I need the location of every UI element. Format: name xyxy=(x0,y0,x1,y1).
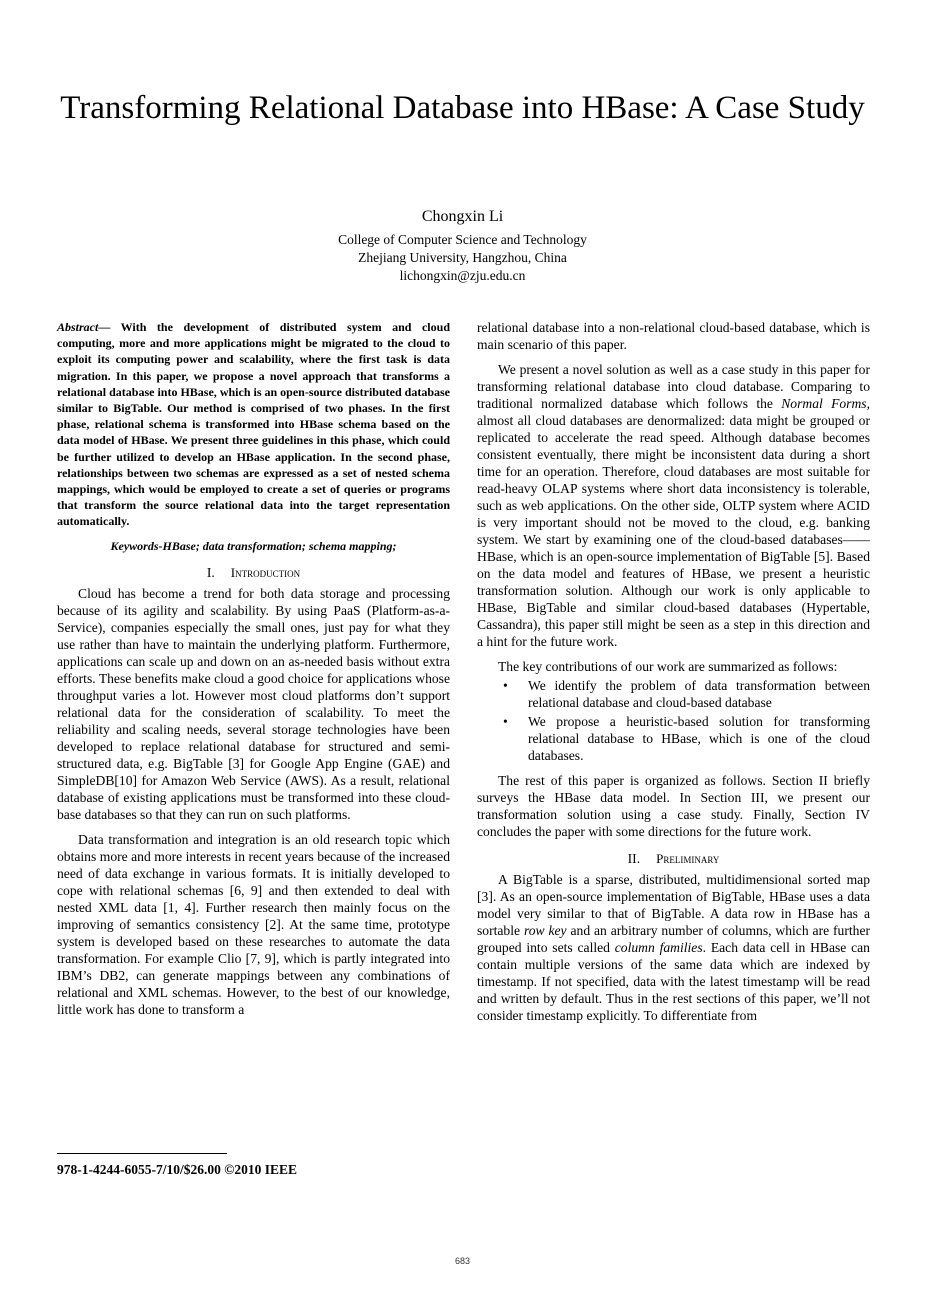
bullet-icon: • xyxy=(503,678,508,693)
section-title: Preliminary xyxy=(656,851,720,866)
keywords: Keywords-HBase; data transformation; schema mapping; xyxy=(110,538,397,553)
text-run: . Each data cell in HBase can contain multiple versions of the same data which are indexed by timestamp. If not specified, data with the latest timestamp will be read and written by default. Thus in the rest sections of this paper, we’ll not consider timestamp explicitly. To differentiate from xyxy=(477,940,870,1023)
affiliation-college: College of Computer Science and Technology xyxy=(338,232,587,247)
left-column xyxy=(57,319,450,1026)
section-number: I. xyxy=(206,564,215,580)
emphasis-column-families: column families xyxy=(614,940,703,955)
affiliation-university: Zhejiang University, Hangzhou, China xyxy=(358,250,567,265)
list-item-text: We identify the problem of data transformation between relational database and cloud-based database xyxy=(528,678,870,710)
paragraph: relational database into a non-relational cloud-based database, which is main scenario of this paper. xyxy=(477,320,870,352)
copyright-notice: 978-1-4244-6055-7/10/$26.00 ©2010 IEEE xyxy=(57,1162,297,1177)
text-run: A BigTable is a sparse, distributed, multidimensional sorted map [3]. As an open-source implementation of BigTable, HBase uses a data model very similar to that of BigTable. A data row in HBase has a sortable xyxy=(477,872,870,938)
abstract-text: With the development of distributed system and cloud computing, more and more applications might be migrated to the cloud to exploit its computing power and scalability, where the first task is data migration. In this paper, we propose a novel approach that transforms a relational database into HBase, which is an open-source distributed database similar to BigTable. Our method is comprised of two phases. In the first phase, relational schema is transformed into HBase schema based on the data model of HBase. We present three guidelines in this phase, which could be further utilized to develop an HBase application. In the second phase, relationships between two schemas are expressed as a set of nested schema mappings, which would be employed to create a set of queries or programs that transform the source relational data into the target representation automatically. xyxy=(57,320,450,529)
abstract xyxy=(57,319,450,530)
emphasis-row-key: row key xyxy=(523,923,567,938)
author-name: Chongxin Li xyxy=(421,208,504,225)
author-affiliation xyxy=(0,231,925,285)
text-run: , almost all cloud databases are denormalized: data might be grouped or replicated to accelerate the read speed. Although database becomes consistent eventually, there might be inconsistent data during a short time for an operation. Therefore, cloud databases are most suitable for read-heavy OLAP systems where short data inconsistency is tolerable, such as web applications. On the other side, OLTP system where ACID is very important should not be moved to the cloud, e.g. banking system. We start by examining one of the cloud-based databases——HBase, which is an open-source implementation of BigTable [5]. Based on the data model and features of HBase, we present a heuristic transformation solution. Although our work is only applicable to HBase, BigTable and similar cloud-based databases (Hypertable, Cassandra), this paper still might be seen as a step in this direction and a hint for the future work. xyxy=(477,396,870,649)
author-email: lichongxin@zju.edu.cn xyxy=(399,268,526,283)
abstract-dash: — xyxy=(98,320,121,334)
paragraph: Data transformation and integration is an old research topic which obtains more and more interests in recent years because of the increased need of data exchange in various formats. It is initially developed to cope with relational schemas [6, 9] and then extended to deal with nested XML data [1, 4]. Further research then mainly focus on the improving of semantics consistency [2]. At the same time, prototype system is developed based on these researches to automate the data transformation. For example Clio [7, 9], which is partly integrated into IBM’s DB2, can generate mappings between any combinations of relational and XML schemas. However, to the best of our knowledge, little work has done to transform a xyxy=(57,831,450,1017)
section-heading-introduction xyxy=(57,564,450,581)
section-heading-preliminary xyxy=(477,850,870,867)
paragraph: The rest of this paper is organized as follows. Section II briefly surveys the HBase data model. In Section III, we present our transformation solution using a case study. Finally, Section IV concludes the paper with some directions for the future work. xyxy=(477,773,870,839)
emphasis-normal-forms: Normal Forms xyxy=(781,396,867,411)
page-number: 683 xyxy=(454,1256,471,1266)
list-item xyxy=(477,713,870,764)
text-run: We present a novel solution as well as a case study in this paper for transforming relational database into cloud database. Comparing to traditional normalized database which follows the xyxy=(477,362,870,411)
right-column xyxy=(477,319,870,1032)
list-item xyxy=(477,677,870,711)
paragraph xyxy=(477,871,870,1024)
paper-title: Transforming Relational Database into HBase: A Case Study xyxy=(60,90,865,126)
abstract-label: Abstract xyxy=(57,320,99,334)
list-item-text: We propose a heuristic-based solution for transforming relational database to HBase, which is one of the cloud databases. xyxy=(528,714,870,763)
paragraph: Cloud has become a trend for both data storage and processing because of its agility and scalability. By using PaaS (Platform-as-a-Service), companies especially the small ones, just pay for what they use rather than have to maintain the underlying platform. Furthermore, applications can scale up and down on an as-needed basis without extra efforts. These benefits make cloud a good choice for applications whose throughput varies a lot. However most cloud platforms don’t support relational data for the consideration of scalability. To meet the reliability and scaling needs, several storage technologies have been developed to replace relational database for structured and semi-structured data, e.g. BigTable [3] for Google App Engine (GAE) and SimpleDB[10] for Amazon Web Service (AWS). As a result, relational database of existing applications must be transformed into these cloud-base databases so that they can run on such platforms. xyxy=(57,585,450,822)
contributions-list xyxy=(477,677,870,764)
paragraph xyxy=(477,361,870,650)
footnote-divider xyxy=(57,1153,227,1154)
section-title: Introduction xyxy=(230,564,301,580)
section-number: II. xyxy=(627,851,641,866)
text-run: and an arbitrary number of columns, which are further grouped into sets called xyxy=(477,923,871,955)
bullet-icon: • xyxy=(503,714,508,729)
paragraph: The key contributions of our work are summarized as follows: xyxy=(498,659,838,674)
